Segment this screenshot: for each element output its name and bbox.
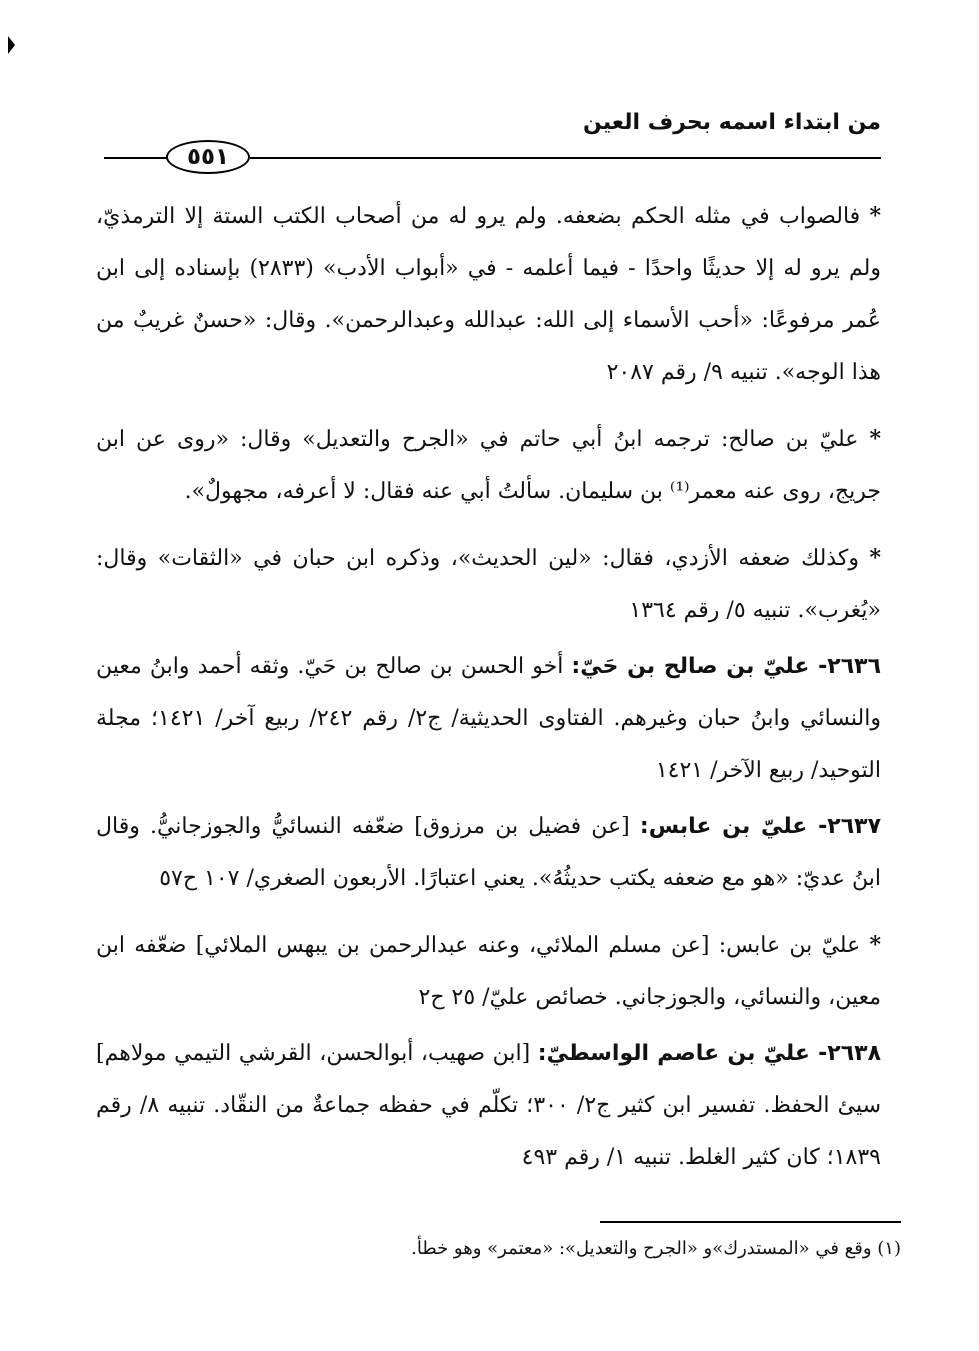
paragraph-text: عليّ بن صالح: ترجمه ابنُ أبي حاتم في «الجرح والتعديل» وقال: «روى عن ابن جريج، روى عنه معمر⁽¹⁾ بن سليمان. سألتُ أبي عنه فقال: لا أعرفه، مجهولٌ».	[96, 427, 881, 504]
paragraph-text: فالصواب في مثله الحكم بضعفه. ولم يرو له من أصحاب الكتب الستة إلا الترمذيّ، ولم يرو له إلا حديثًا واحدًا - فيما أعلمه - في «أبواب الأدب» (٢٨٣٣) بإسناده إلى ابن عُمر مرفوعًا: «أحب الأسماء إلى الله: عبدالله وعبدالرحمن». وقال: «حسنٌ غريبٌ من هذا الوجه». تنبيه ٩/ رقم ٢٠٨٧	[96, 204, 881, 385]
entry-heading: ٢٦٣٧- عليّ بن عابس:	[639, 814, 881, 839]
body-text	[96, 190, 881, 1184]
asterisk-marker: *	[869, 932, 881, 958]
paragraph-text: عليّ بن عابس: [عن مسلم الملائي، وعنه عبدالرحمن بن يبهس الملائي] ضعّفه ابن معين، والنسائي، والجوزجاني. خصائص عليّ/ ٢٥ ح٢	[96, 933, 881, 1010]
paragraph-text: [ابن صهيب، أبوالحسن، القرشي التيمي مولاهم] سيئ الحفظ. تفسير ابن كثير ج٢/ ٣٠٠؛ تكلّم في حفظه جماعةٌ من النقّاد. تنبيه ٨/ رقم ١٨٣٩؛ كان كثير الغلط. تنبيه ١/ رقم ٤٩٣	[96, 1041, 882, 1170]
paragraph	[96, 413, 881, 518]
paragraph-text: أخو الحسن بن صالح بن حَيّ. وثقه أحمد وابنُ معين والنسائي وابنُ حبان وغيرهم. الفتاوى الحديثية/ ج٢/ رقم ٢٤٢/ ربيع آخر/ ١٤٢١؛ مجلة التوحيد/ ربيع الآخر/ ١٤٢١	[96, 654, 881, 783]
entry-paragraph	[96, 641, 881, 797]
asterisk-marker: *	[869, 545, 881, 571]
footnote-rule	[600, 1221, 901, 1223]
footnote: (١) وقع في «المستدرك»و «الجرح والتعديل»: «معتمر» وهو خطأ.	[411, 1238, 901, 1259]
paragraph	[96, 532, 881, 637]
paragraph	[96, 190, 881, 399]
page-number: ٥٥١	[166, 140, 250, 174]
header-rule-left	[104, 157, 168, 159]
entry-heading: ٢٦٣٨- عليّ بن عاصم الواسطيّ:	[537, 1041, 881, 1066]
entry-heading: ٢٦٣٦- عليّ بن صالح بن حَيّ:	[571, 654, 882, 679]
paragraph-text: وكذلك ضعفه الأزدي، فقال: «لين الحديث»، وذكره ابن حبان في «الثقات» وقال: «يُغرب». تنبيه ٥/ رقم ١٣٦٤	[96, 546, 881, 623]
paragraph	[96, 919, 881, 1024]
entry-paragraph	[96, 801, 881, 905]
margin-mark	[8, 36, 15, 54]
running-head: من ابتداء اسمه بحرف العين	[583, 110, 881, 135]
asterisk-marker: *	[869, 426, 881, 452]
paragraph-text: [عن فضيل بن مرزوق] ضعّفه النسائيُّ والجوزجانيُّ. وقال ابنُ عديّ: «هو مع ضعفه يكتب حديثُهُ». يعني اعتبارًا. الأربعون الصغري/ ١٠٧ ح٥٧	[96, 814, 881, 891]
header-rule-right	[250, 157, 881, 159]
entry-paragraph	[96, 1028, 881, 1184]
asterisk-marker: *	[869, 203, 881, 229]
